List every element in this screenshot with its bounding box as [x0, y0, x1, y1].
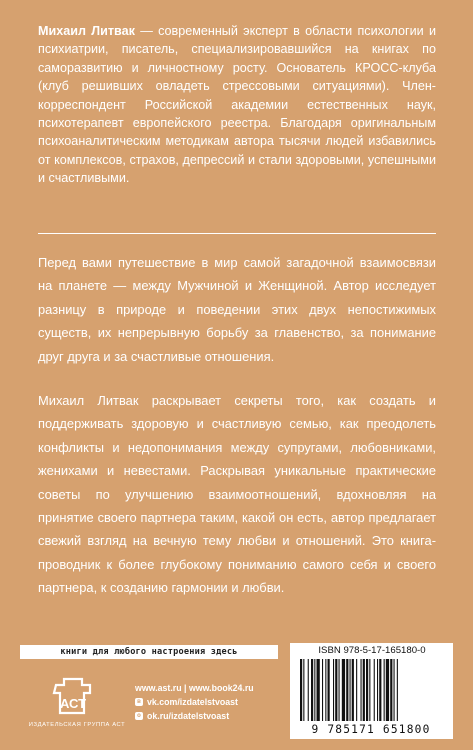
description-paragraph-2: Михаил Литвак раскрывает секреты того, как создать и поддерживать здоровую и счастливую семью, как преодолеть конфликты и недопонимания между супругами, любовниками, женихами и невестами. Раскрывая уникальные практические советы по улучшению взаимоотношений, вдохновляя на принятие своего партнера таким, какой он есть, автор предлагает свежий взгляд на вечную тему любви и отношений. Это книга-проводник к более глубокому пониманию самого себя и своего партнера, к созданию гармонии и любви. — [38, 393, 436, 596]
ok-link-text: ok.ru/izdatelstvoast — [147, 711, 230, 721]
isbn-text: ISBN 978-5-17-165180-0 — [318, 645, 426, 656]
divider — [38, 233, 436, 234]
publisher-links — [135, 681, 254, 723]
ok-icon: о — [135, 712, 143, 720]
isbn-barcode-box — [290, 643, 453, 739]
barcode-digits: 9 785171 651800 — [311, 723, 431, 736]
author-bio — [38, 22, 436, 188]
publisher-label: ИЗДАТЕЛЬСКАЯ ГРУППА АСТ — [28, 722, 126, 728]
web-links[interactable] — [135, 681, 254, 695]
logo-text: АСТ — [59, 696, 87, 711]
ok-link[interactable] — [135, 709, 254, 723]
author-name: Михаил Литвак — [38, 24, 135, 38]
vk-icon: в — [135, 698, 143, 706]
barcode-icon — [296, 659, 448, 723]
ast-logo — [48, 671, 98, 721]
vk-link-text: vk.com/izdatelstvoast — [147, 697, 238, 707]
author-bio-text: — современный эксперт в области психологии и психиатрии, писатель, специализировавшийся на книгах по саморазвитию и личностному росту. Основатель КРОСС-клуба (клуб решивших овладеть стрессовыми ситуациями). Член-корреспондент Российской академии естественных наук, психотерапевт европейского реестра. Благодаря оригинальным психоаналитическим методикам автора тысячи людей избавились от комплексов, страхов, депрессий и стали здоровыми, успешными и счастливыми. — [38, 24, 436, 186]
web-links-text: www.ast.ru | www.book24.ru — [135, 683, 254, 693]
vk-link[interactable] — [135, 695, 254, 709]
description-paragraph-1: Перед вами путешествие в мир самой загадочной взаимосвязи на планете — между Мужчиной и Женщиной. Автор исследует разницу в природе и поведении этих двух непостижимых существ, их непрерывную борьбу за главенство, за понимание друг друга и за счастливые отношения. — [38, 255, 436, 364]
tagline-banner: книги для любого настроения здесь — [20, 645, 278, 659]
